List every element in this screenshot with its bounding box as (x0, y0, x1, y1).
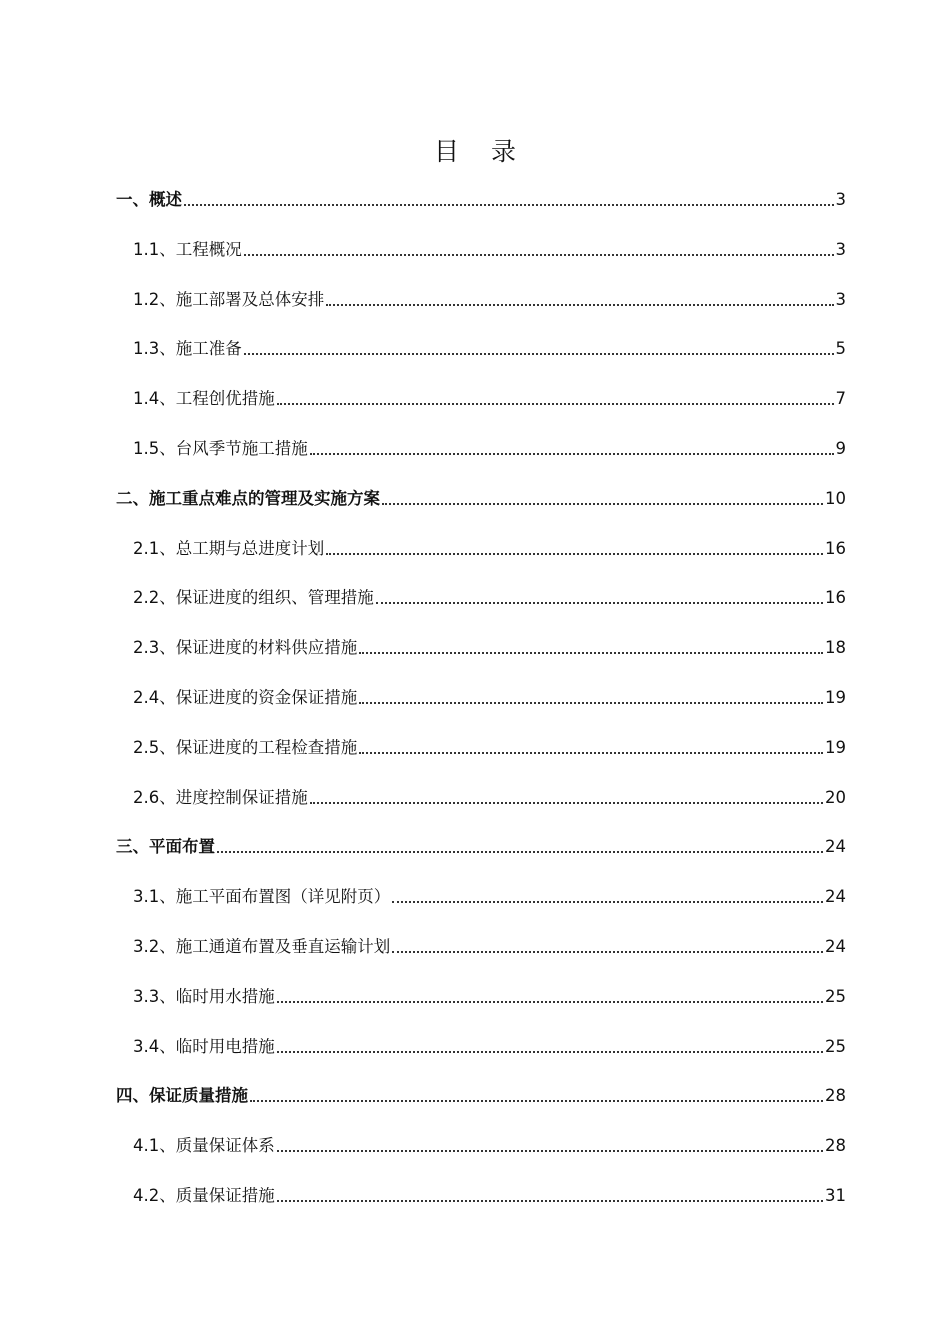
toc-section-entry[interactable] (133, 784, 846, 812)
toc-entry-title: 2.5、保证进度的工程检查措施 (133, 737, 358, 757)
toc-dot-leader (382, 503, 823, 505)
toc-section-entry[interactable] (133, 584, 846, 612)
toc-page-number: 19 (825, 688, 846, 707)
toc-page-number: 28 (825, 1086, 846, 1106)
toc-dot-leader (217, 851, 823, 853)
toc-entry-title: 4.2、质量保证措施 (133, 1186, 275, 1205)
toc-page-number: 7 (835, 389, 846, 409)
toc-chapter-entry[interactable] (116, 485, 846, 513)
toc-dot-leader (277, 403, 834, 405)
toc-section-entry[interactable] (133, 1132, 846, 1160)
toc-entry-title: 2.6、进度控制保证措施 (133, 787, 308, 807)
toc-section-entry[interactable] (133, 286, 846, 314)
toc-chapter-entry[interactable] (116, 1082, 846, 1110)
page-title: 目 录 (434, 137, 528, 166)
toc-dot-leader (359, 752, 823, 754)
toc-entry-title: 1.4、工程创优措施 (133, 389, 275, 409)
toc-page-number: 24 (825, 937, 846, 956)
toc-page-number: 18 (825, 638, 846, 658)
toc-page-number: 3 (835, 289, 846, 309)
toc-entry-title: 3.3、临时用水措施 (133, 986, 275, 1006)
toc-page-number: 3 (835, 190, 846, 209)
toc-dot-leader (244, 254, 834, 256)
toc-page-number: 31 (825, 1186, 846, 1205)
toc-page-number: 19 (825, 737, 846, 757)
toc-section-entry[interactable] (133, 684, 846, 712)
toc-page-number: 25 (825, 986, 846, 1006)
toc-entry-title: 3.4、临时用电措施 (133, 1036, 275, 1056)
toc-section-entry[interactable] (133, 335, 846, 363)
toc-entry-title: 2.1、总工期与总进度计划 (133, 538, 325, 558)
toc-dot-leader (277, 1200, 823, 1202)
toc-dot-leader (277, 1150, 823, 1152)
toc-page-number: 24 (825, 837, 846, 857)
toc-section-entry[interactable] (133, 734, 846, 762)
toc-section-entry[interactable] (133, 535, 846, 563)
toc-entry-title: 四、保证质量措施 (116, 1086, 248, 1106)
toc-dot-leader (250, 1100, 823, 1102)
toc-section-entry[interactable] (133, 1033, 846, 1061)
toc-page-number: 16 (825, 588, 846, 608)
toc-entry-title: 2.2、保证进度的组织、管理措施 (133, 588, 374, 608)
toc-dot-leader (244, 353, 834, 355)
toc-page-number: 28 (825, 1136, 846, 1156)
toc-dot-leader (326, 553, 823, 555)
toc-entry-title: 一、概述 (116, 190, 182, 209)
toc-dot-leader (359, 652, 823, 654)
toc-entry-title: 4.1、质量保证体系 (133, 1136, 275, 1156)
toc-dot-leader (184, 204, 834, 206)
toc-dot-leader (277, 1001, 823, 1003)
toc-entry-title: 三、平面布置 (116, 837, 215, 857)
toc-section-entry[interactable] (133, 983, 846, 1011)
toc-chapter-entry[interactable] (116, 186, 846, 214)
toc-dot-leader (376, 602, 823, 604)
toc-dot-leader (277, 1051, 823, 1053)
toc-entry-title: 3.2、施工通道布置及垂直运输计划 (133, 937, 391, 956)
toc-page-number: 9 (835, 439, 846, 458)
toc-entry-title: 2.3、保证进度的材料供应措施 (133, 638, 358, 658)
toc-page-number: 5 (835, 339, 846, 359)
toc-section-entry[interactable] (133, 933, 846, 961)
toc-page-number: 25 (825, 1036, 846, 1056)
toc-page-number: 20 (825, 787, 846, 807)
toc-entry-title: 3.1、施工平面布置图（详见附页） (133, 887, 391, 907)
toc-page-number: 3 (835, 239, 846, 259)
toc-dot-leader (392, 901, 823, 903)
toc-entry-title: 1.5、台风季节施工措施 (133, 439, 308, 458)
toc-section-entry[interactable] (133, 1182, 846, 1210)
toc-chapter-entry[interactable] (116, 833, 846, 861)
toc-entry-title: 2.4、保证进度的资金保证措施 (133, 688, 358, 707)
toc-dot-leader (326, 304, 833, 306)
toc-section-entry[interactable] (133, 634, 846, 662)
toc-page-number: 24 (825, 887, 846, 907)
toc-entry-title: 1.1、工程概况 (133, 239, 242, 259)
toc-dot-leader (310, 802, 823, 804)
toc-entry-title: 1.3、施工准备 (133, 339, 242, 359)
toc-section-entry[interactable] (133, 385, 846, 413)
toc-page-number: 10 (825, 488, 846, 508)
toc-section-entry[interactable] (133, 435, 846, 463)
toc-section-entry[interactable] (133, 236, 846, 264)
toc-page-number: 16 (825, 538, 846, 558)
toc-entry-title: 二、施工重点难点的管理及实施方案 (116, 488, 380, 508)
toc-dot-leader (310, 453, 834, 455)
toc-entry-title: 1.2、施工部署及总体安排 (133, 289, 325, 309)
toc-dot-leader (392, 951, 823, 953)
toc-dot-leader (359, 702, 823, 704)
toc-section-entry[interactable] (133, 883, 846, 911)
